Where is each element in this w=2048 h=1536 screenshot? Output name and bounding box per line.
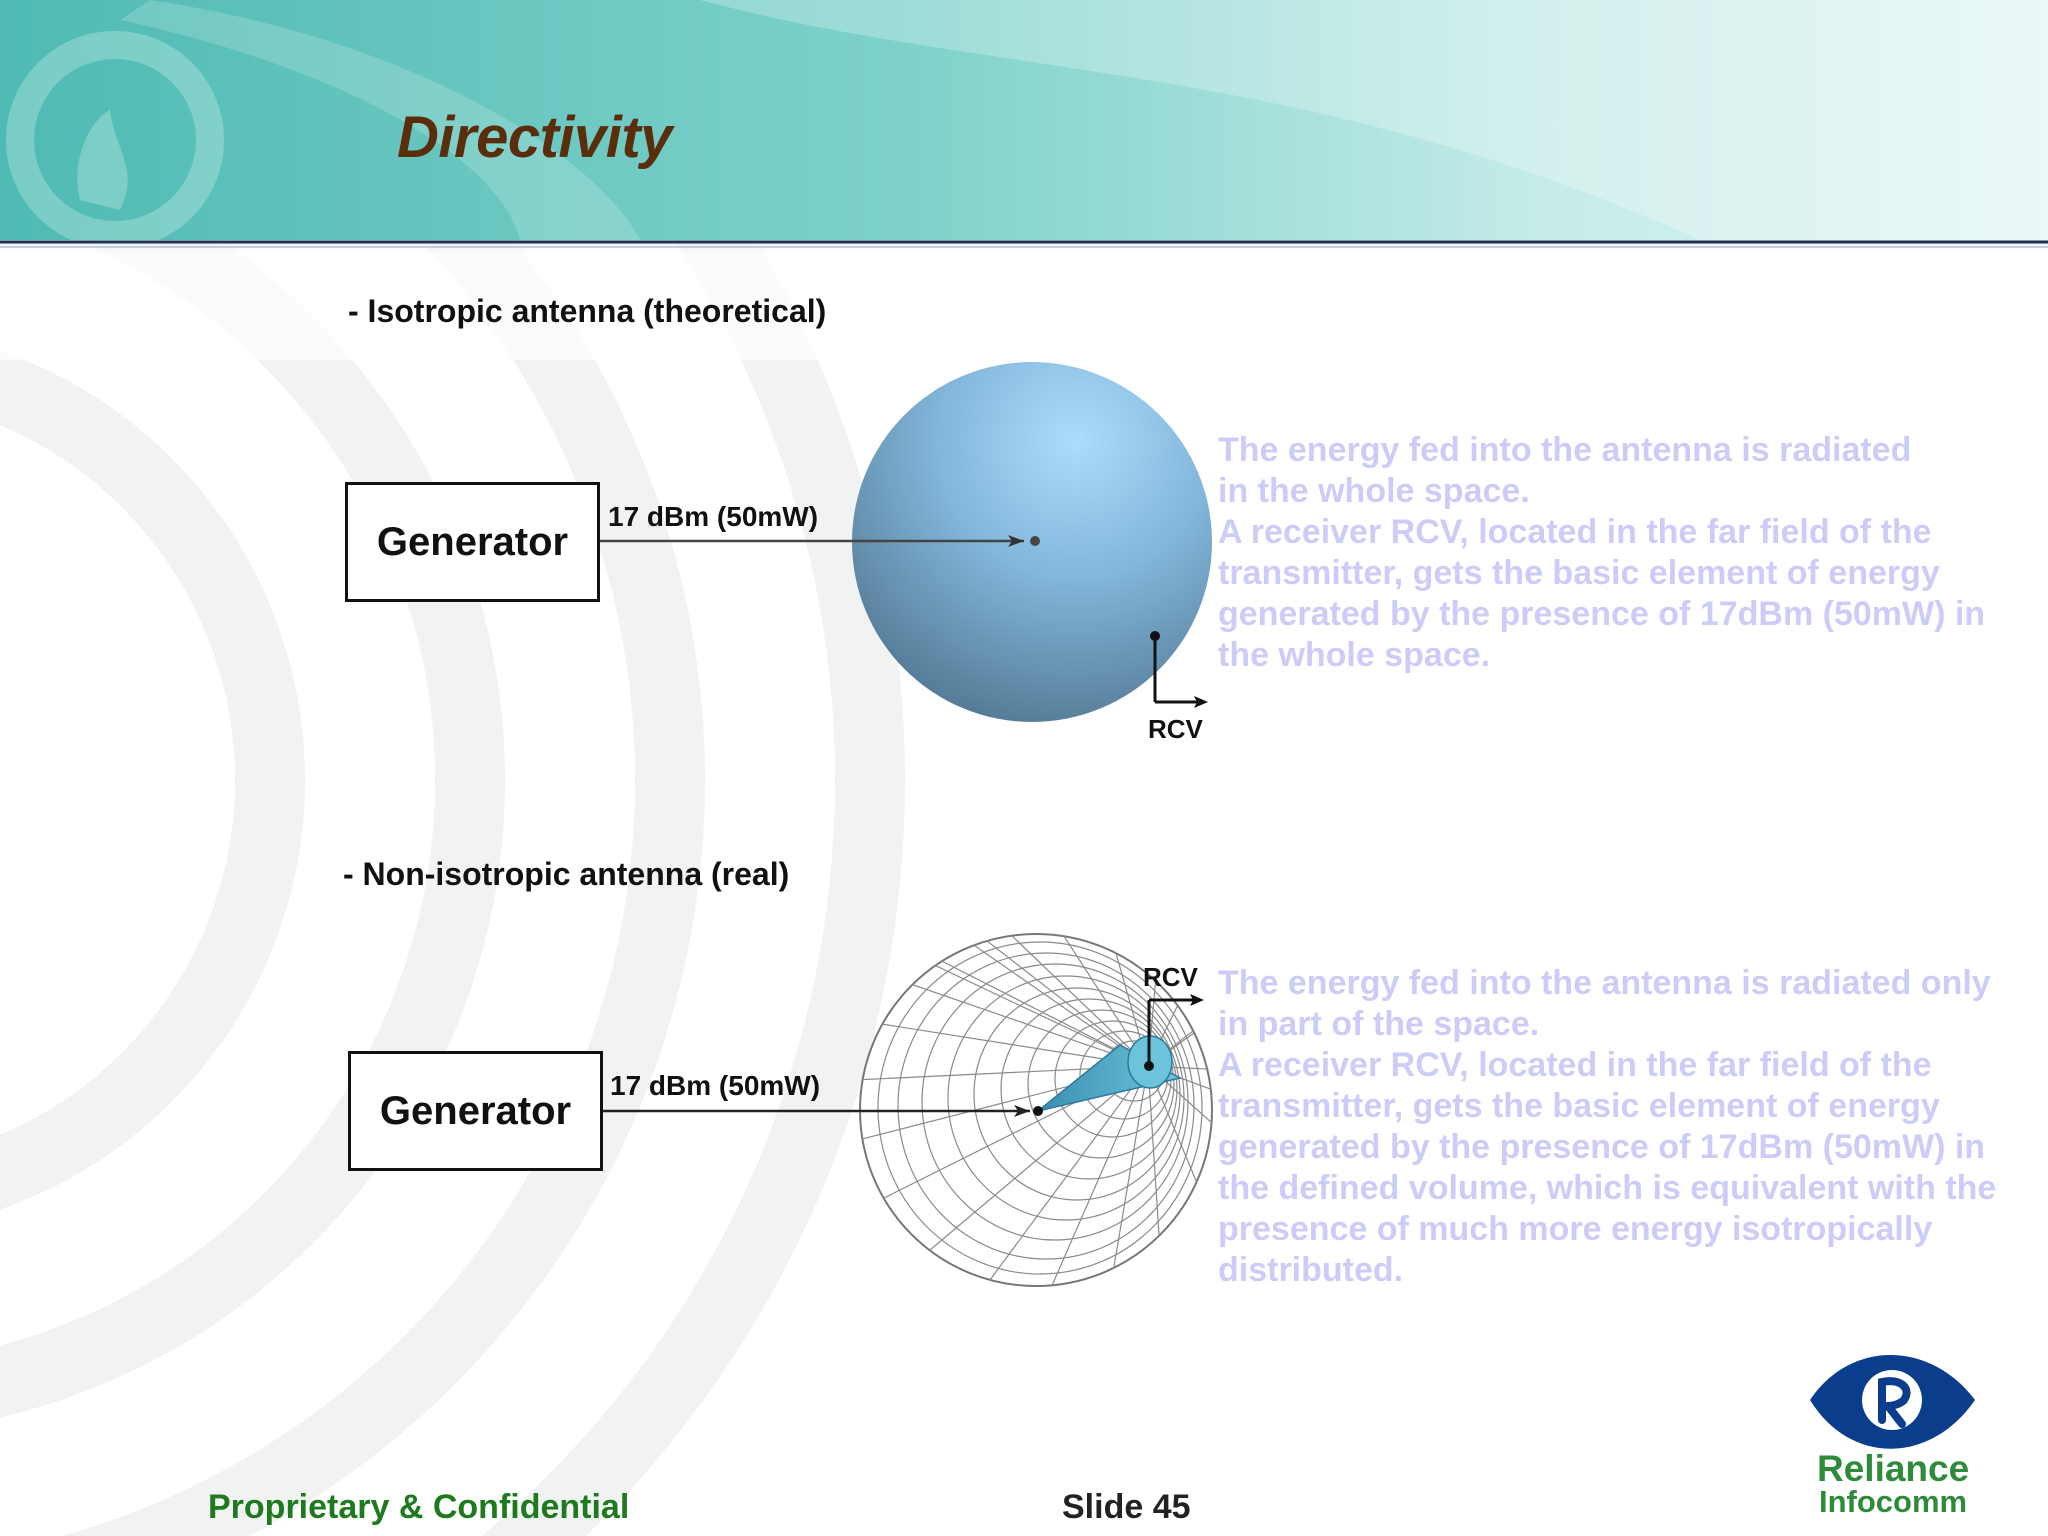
non-isotropic-power-label: 17 dBm (50mW) — [610, 1070, 821, 1101]
non-isotropic-desc-line: the defined volume, which is equivalent with the — [1218, 1169, 1997, 1207]
non-isotropic-desc-line: A receiver RCV, located in the far field of the — [1218, 1046, 1932, 1084]
footer-confidential: Proprietary & Confidential — [208, 1488, 630, 1526]
non-isotropic-rcv-label: RCV — [1143, 962, 1198, 992]
isotropic-desc-line: A receiver RCV, located in the far field of the — [1218, 513, 1932, 551]
non-isotropic-generator-label: Generator — [379, 1088, 572, 1133]
isotropic-rcv-label: RCV — [1148, 714, 1203, 744]
footer-slide-number-value: 45 — [1152, 1488, 1191, 1526]
isotropic-desc-line: transmitter, gets the basic element of energy — [1218, 554, 1940, 592]
isotropic-generator-label: Generator — [376, 519, 569, 564]
isotropic-generator-box — [345, 482, 600, 602]
isotropic-power-label: 17 dBm (50mW) — [608, 501, 819, 532]
slide-title: Directivity — [397, 105, 672, 170]
non-isotropic-desc-line: transmitter, gets the basic element of energy — [1218, 1087, 1940, 1125]
footer-slide-number — [1062, 1488, 1191, 1527]
non-isotropic-generator-box — [348, 1051, 603, 1171]
non-isotropic-desc-line: The energy fed into the antenna is radiated only — [1218, 964, 1991, 1002]
non-isotropic-heading: - Non-isotropic antenna (real) — [343, 856, 790, 892]
non-isotropic-description — [1218, 963, 2038, 1291]
non-isotropic-desc-line: generated by the presence of 17dBm (50mW) in — [1218, 1128, 1986, 1166]
isotropic-description — [1218, 430, 2038, 676]
logo-name: Reliance — [1817, 1448, 1970, 1489]
isotropic-desc-line: The energy fed into the antenna is radiated — [1218, 431, 1912, 469]
non-isotropic-desc-line: distributed. — [1218, 1251, 1404, 1289]
logo-sub: Infocomm — [1819, 1484, 1968, 1519]
footer-slide-label: Slide — [1062, 1488, 1144, 1526]
isotropic-heading: - Isotropic antenna (theoretical) — [348, 293, 827, 329]
non-isotropic-desc-line: presence of much more energy isotropically — [1218, 1210, 1933, 1248]
isotropic-desc-line: in the whole space. — [1218, 472, 1530, 510]
isotropic-desc-line: generated by the presence of 17dBm (50mW) in — [1218, 595, 1986, 633]
isotropic-desc-line: the whole space. — [1218, 636, 1491, 674]
non-isotropic-desc-line: in part of the space. — [1218, 1005, 1540, 1043]
